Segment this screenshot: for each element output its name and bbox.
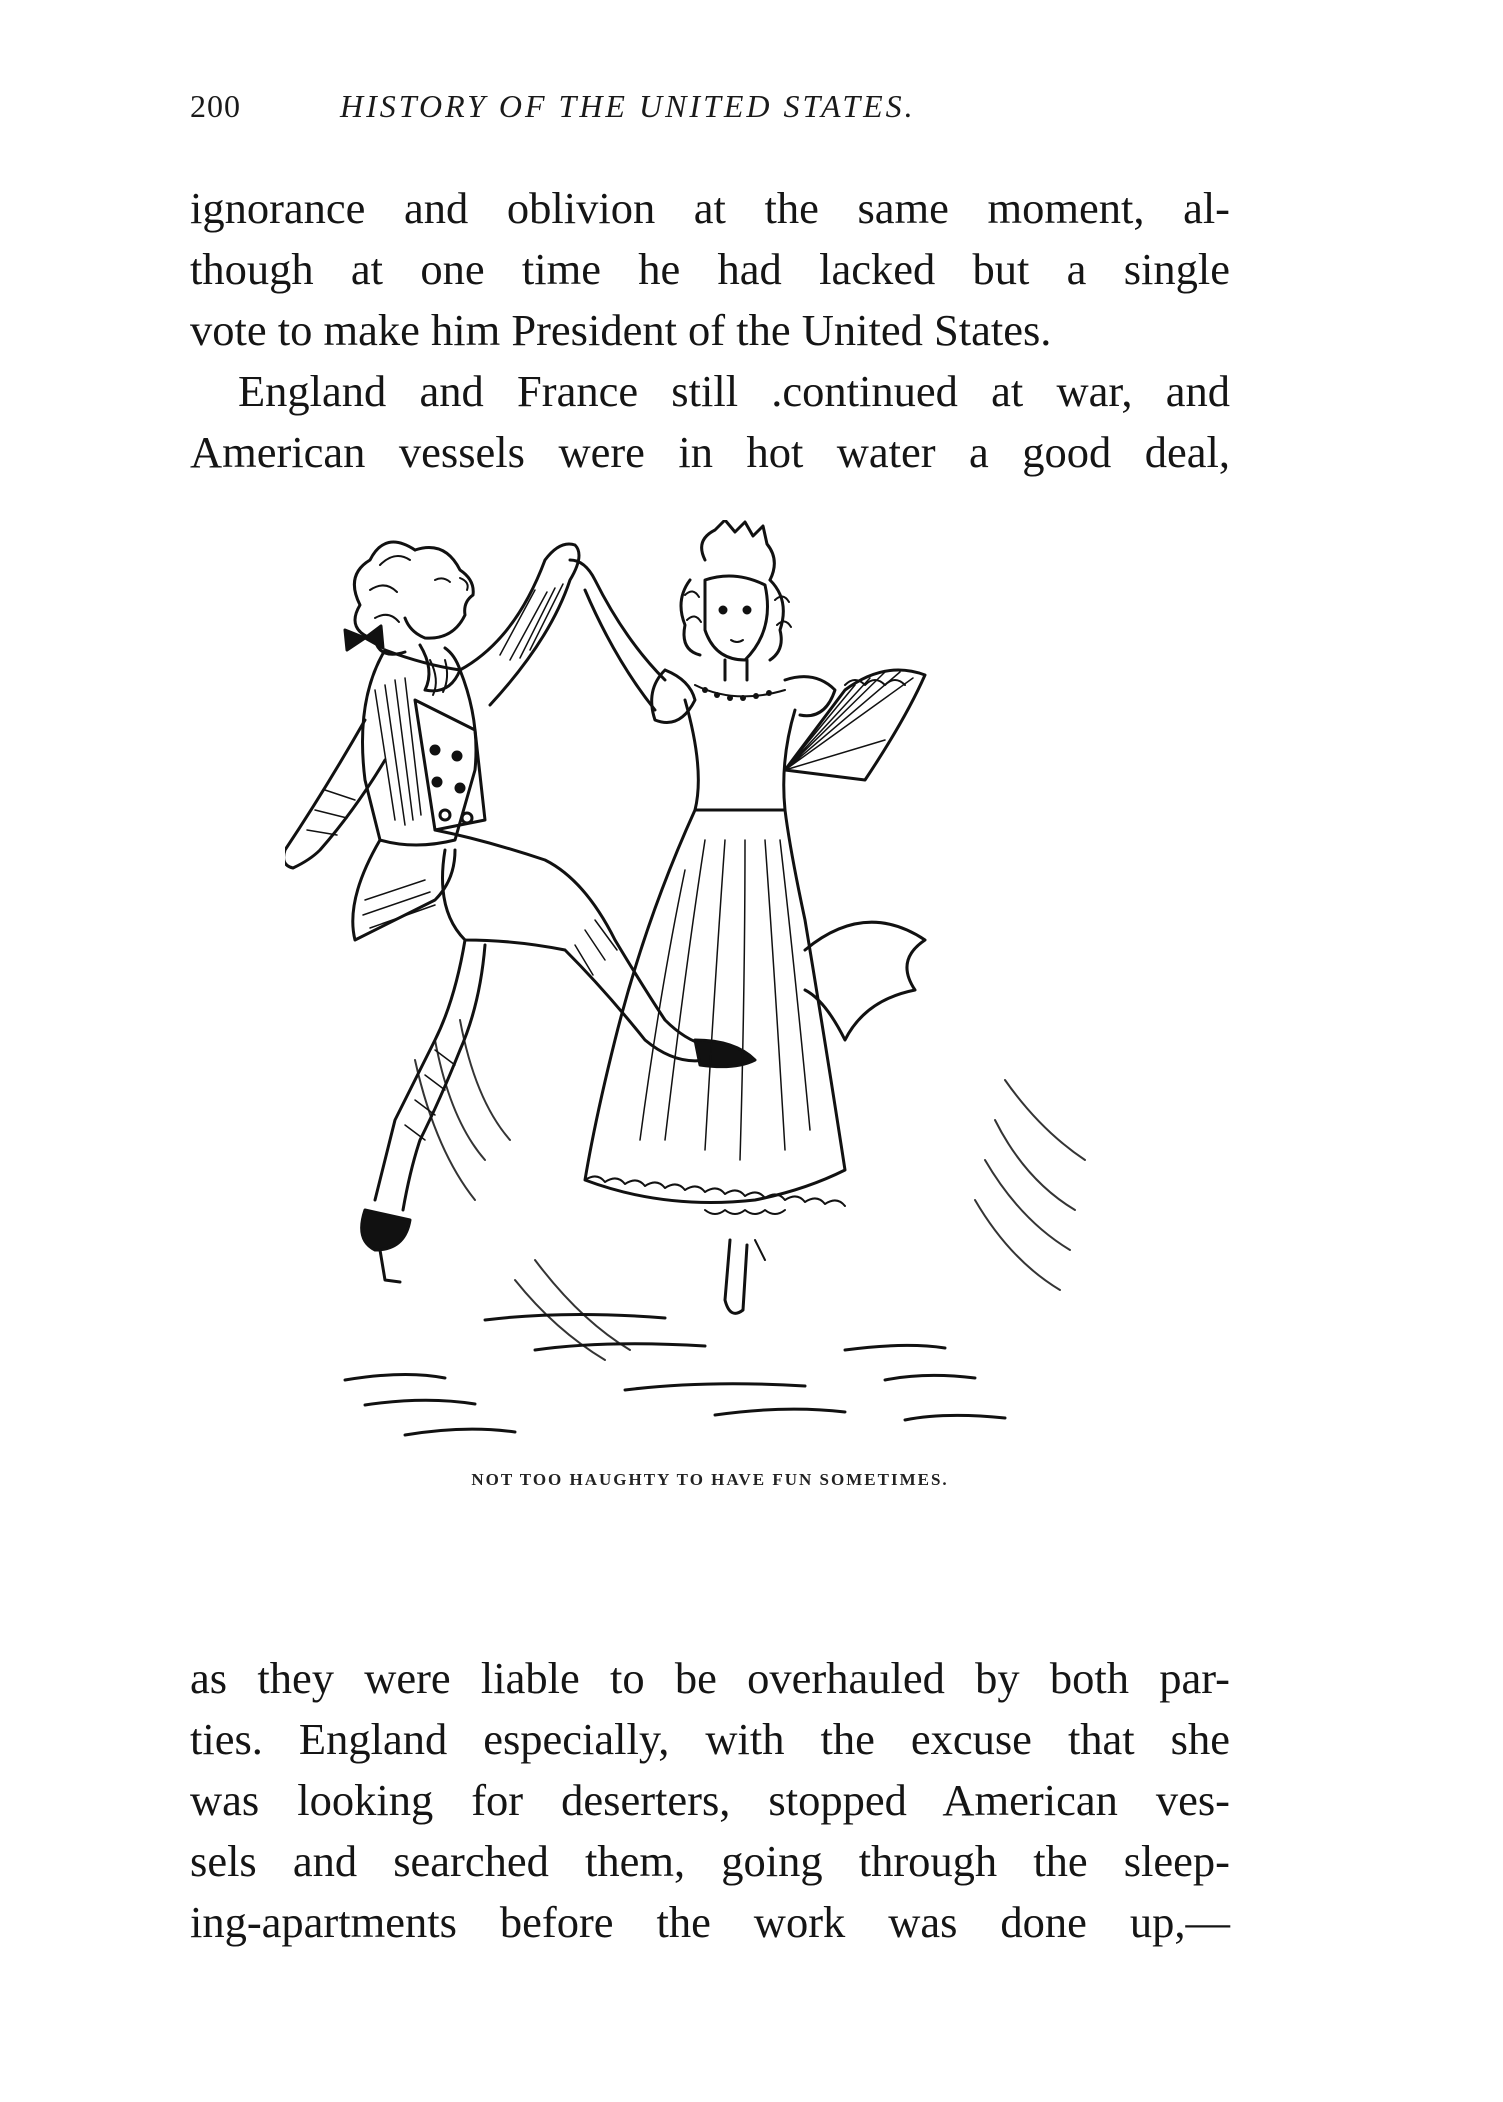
dancing-couple-illustration [285,520,1125,1450]
text-line: though at one time he had lacked but a single [190,244,1230,294]
text-line: sels and searched them, going through the sleep- [190,1836,1230,1886]
body-paragraph-bottom [190,1648,1230,1953]
running-head [190,88,1090,138]
text-line: England and France still .continued at war, and [238,366,1230,416]
body-paragraph-top [190,178,1230,483]
text-line: vote to make him President of the United States. [190,305,1052,355]
text-line: was looking for deserters, stopped American ves- [190,1775,1230,1825]
text-line: ignorance and oblivion at the same moment, al- [190,183,1230,233]
page-number: 200 [190,88,241,124]
running-title: HISTORY OF THE UNITED STATES. [340,88,916,124]
text-line: as they were liable to be overhauled by both par- [190,1653,1230,1703]
text-line: ties. England especially, with the excuse that she [190,1714,1230,1764]
text-line: ing-apartments before the work was done up,— [190,1897,1230,1947]
text-line: American vessels were in hot water a good deal, [190,427,1230,477]
illustration-caption: NOT TOO HAUGHTY TO HAVE FUN SOMETIMES. [471,1470,949,1489]
